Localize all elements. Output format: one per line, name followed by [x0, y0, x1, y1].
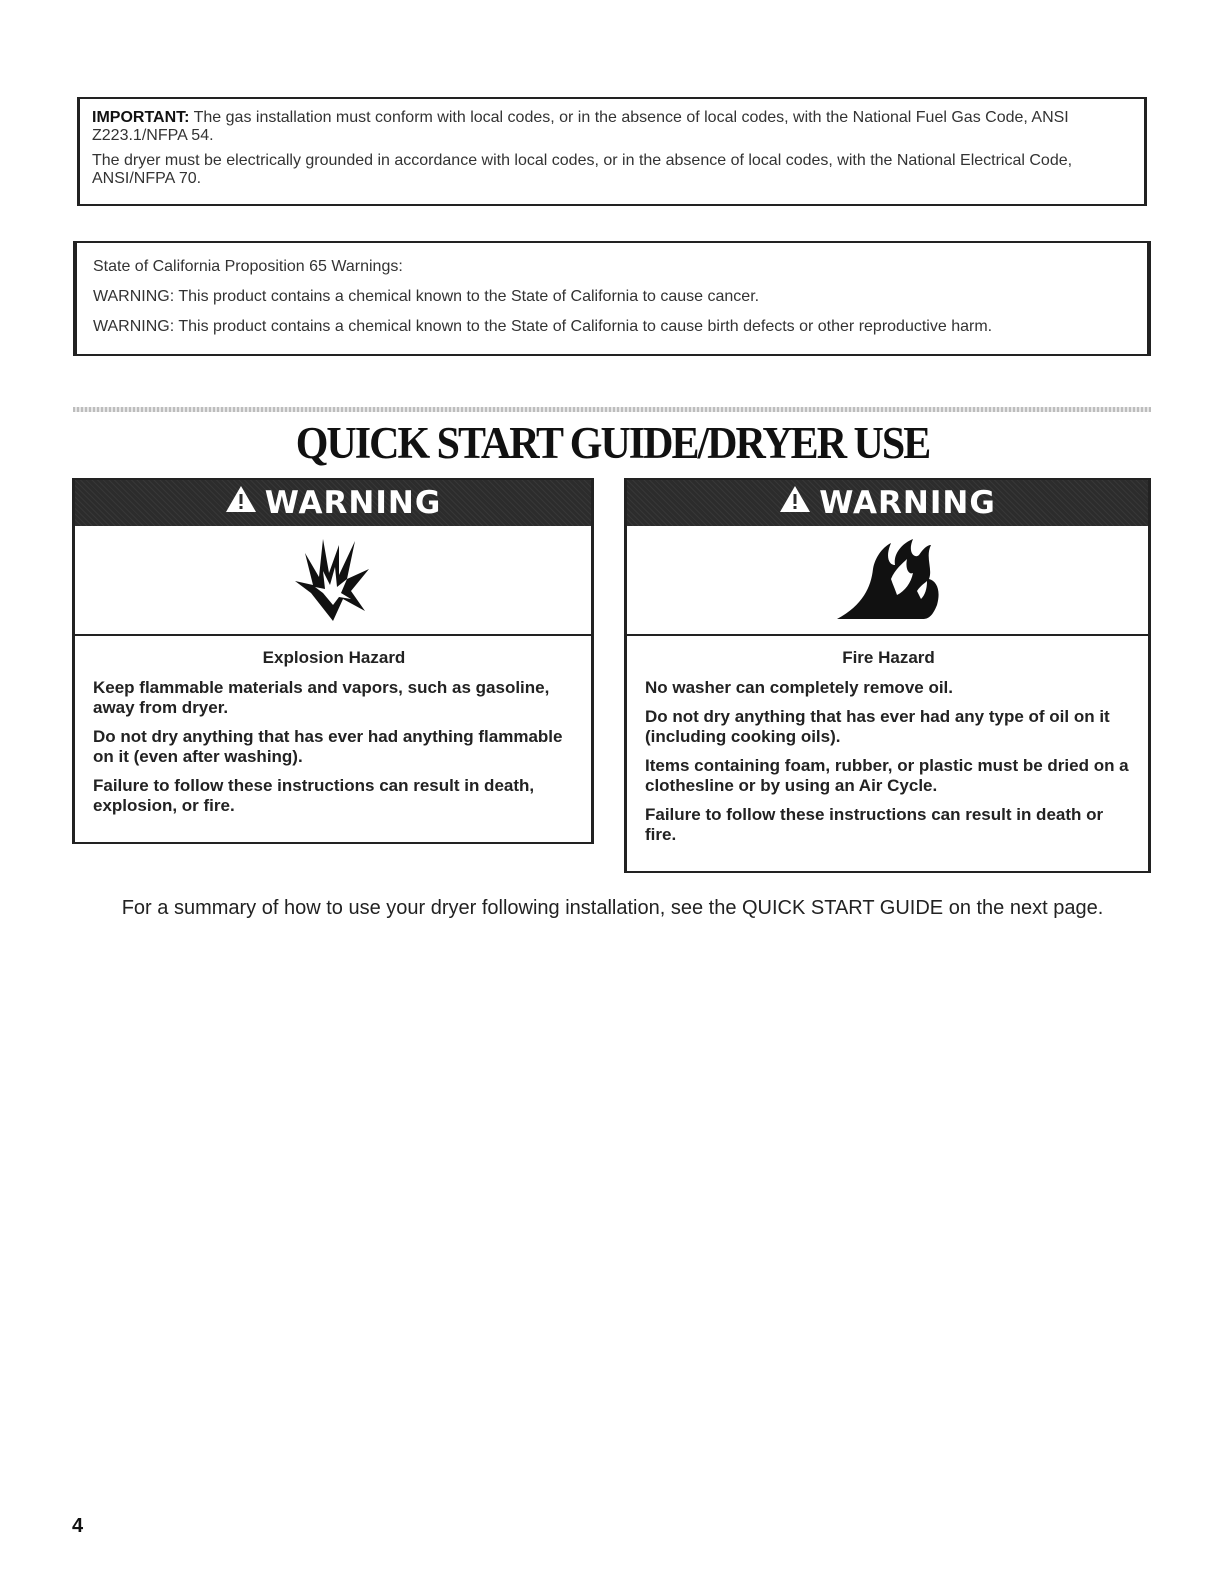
explosion-icon-area — [75, 526, 591, 636]
warning-paragraph: Items containing foam, rubber, or plastic must be dried on a clothesline or by using an Air Cycle. — [645, 756, 1129, 795]
warning-paragraph: Do not dry anything that has ever had anything flammable on it (even after washing). — [93, 727, 563, 766]
page-number: 4 — [72, 1515, 84, 1537]
fire-icon-area — [627, 526, 1148, 636]
warning-header — [627, 480, 1148, 526]
warning-header-text: WARNING — [819, 485, 996, 521]
warning-paragraph: No washer can completely remove oil. — [645, 678, 954, 697]
warning-paragraph: Failure to follow these instructions can result in death or fire. — [645, 805, 1104, 844]
warning-body — [75, 636, 591, 816]
warning-triangle-icon — [225, 485, 257, 521]
explosion-icon — [293, 533, 373, 628]
prop65-warning-cancer: WARNING: This product contains a chemical known to the State of California to cause cancer. — [93, 288, 760, 305]
warning-paragraph: Do not dry anything that has ever had any type of oil on it (including cooking oils). — [645, 707, 1110, 746]
important-line-2: The dryer must be electrically grounded in accordance with local codes, or in the absence of local codes, with the National Electrical Code, ANSI/NFPA 70. — [92, 152, 1073, 187]
prop65-warning-birth-defects: WARNING: This product contains a chemical known to the State of California to cause birth defects or other reproductive harm. — [93, 318, 993, 335]
hazard-subtitle: Fire Hazard — [842, 648, 935, 667]
important-line-1 — [92, 109, 1134, 145]
prop65-heading: State of California Proposition 65 Warnings: — [93, 258, 403, 275]
important-notice-box — [77, 97, 1147, 206]
hazard-subtitle: Explosion Hazard — [262, 648, 406, 667]
fire-warning-panel — [624, 478, 1151, 873]
prop65-warning-box — [73, 241, 1151, 356]
warning-triangle-icon — [779, 485, 811, 521]
warning-header-text: WARNING — [264, 485, 442, 521]
warning-body — [627, 636, 1148, 845]
important-label: IMPORTANT: — [92, 109, 190, 126]
explosion-warning-panel — [72, 478, 594, 844]
summary-text: For a summary of how to use your dryer following installation, see the QUICK START GUIDE on the next page. — [121, 897, 1104, 919]
warning-header — [75, 480, 591, 526]
page-title: QUICK START GUIDE/DRYER USE — [295, 419, 930, 469]
important-text-1: The gas installation must conform with local codes, or in the absence of local codes, with the National Fuel Gas Code, ANSI Z223.1/NFPA 54. — [92, 109, 1069, 144]
fire-icon — [833, 535, 943, 626]
warning-paragraph: Keep flammable materials and vapors, such as gasoline, away from dryer. — [93, 678, 550, 717]
section-divider — [73, 407, 1151, 412]
warning-paragraph: Failure to follow these instructions can result in death, explosion, or fire. — [93, 776, 535, 815]
